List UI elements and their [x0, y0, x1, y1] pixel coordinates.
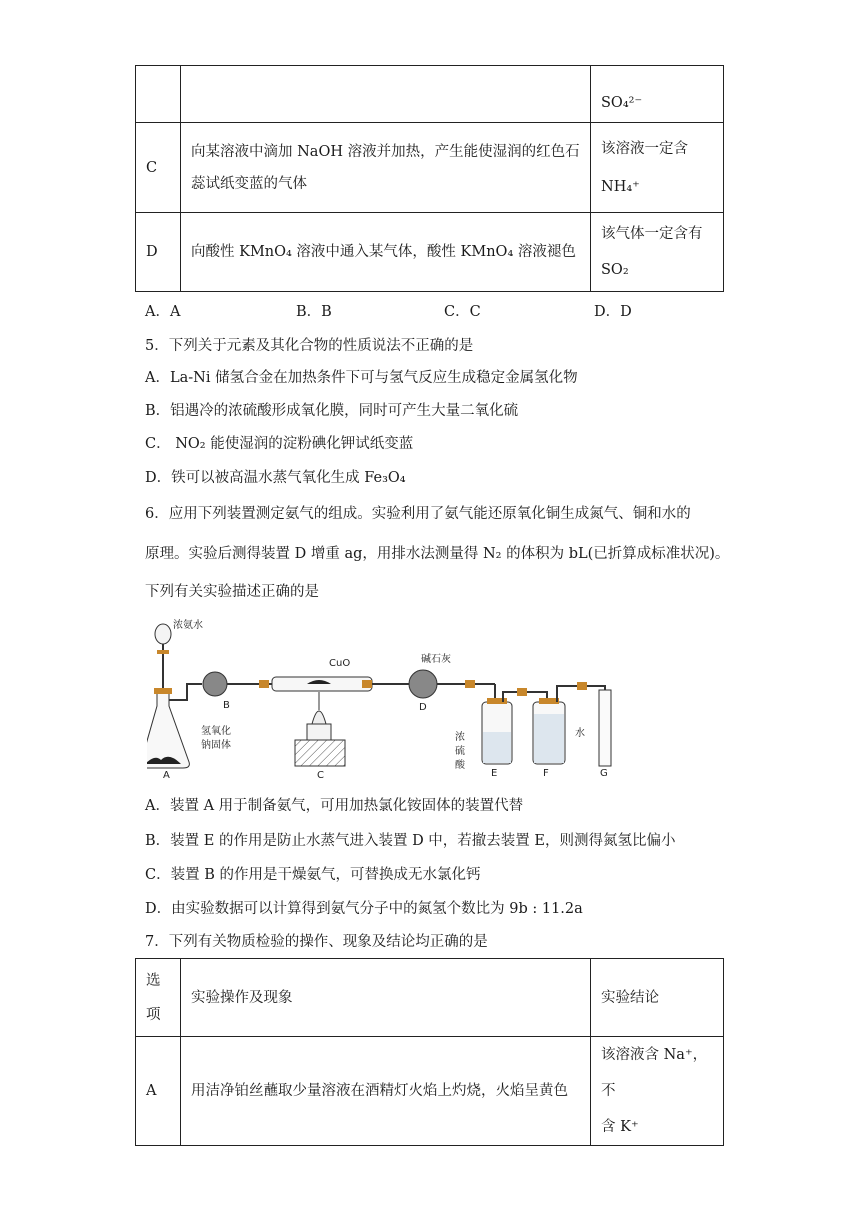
table-row — [136, 123, 724, 213]
funnel — [155, 624, 171, 694]
option-d[interactable]: D．D — [594, 304, 632, 320]
cell-line: 项 — [146, 1006, 161, 1023]
drying-tube-b — [203, 672, 227, 696]
table-q7 — [135, 958, 724, 1146]
label-acid-2: 硫 — [455, 746, 465, 757]
table-cell: A — [136, 1037, 181, 1146]
cell-line: 向某溶液中滴加 NaOH 溶液并加热，产生能使湿润的红色石 — [191, 143, 580, 160]
q6-option-b[interactable]: B．装置 E 的作用是防止水蒸气进入装置 D 中，若撤去装置 E，则测得氮氢比偏小 — [145, 833, 676, 849]
q6-option-d[interactable]: D．由实验数据可以计算得到氨气分子中的氮氢个数比为 9b : 11.2a — [145, 901, 583, 917]
label-a: A — [163, 770, 170, 780]
label-acid-1: 浓 — [455, 732, 465, 743]
q5-option-b[interactable]: B．铝遇冷的浓硫酸形成氧化膜，同时可产生大量二氧化硫 — [145, 403, 519, 419]
label-water: 水 — [575, 728, 585, 739]
cell-line: 该溶液含 Na⁺，不 — [601, 1047, 708, 1099]
apparatus-diagram — [147, 614, 617, 780]
q6-stem-line3: 下列有关实验描述正确的是 — [145, 584, 319, 600]
lamp — [307, 724, 331, 740]
drying-tube-d — [409, 670, 437, 698]
table-cell: 用洁净铂丝蘸取少量溶液在酒精灯火焰上灼烧，火焰呈黄色 — [181, 1037, 591, 1146]
cell-line: 该气体一定含有 — [601, 226, 703, 242]
q6-option-c[interactable]: C．装置 B 的作用是干燥氨气，可替换成无水氯化钙 — [145, 867, 481, 883]
cell-line: 该溶液一定含 — [601, 140, 688, 157]
q5-option-d[interactable]: D．铁可以被高温水蒸气氧化生成 Fe₃O₄ — [145, 470, 406, 486]
table-cell: D — [136, 213, 181, 292]
table-cell — [181, 66, 591, 123]
label-acid-3: 酸 — [455, 760, 465, 771]
flask-a — [147, 692, 189, 768]
q6-stem-line1: 6．应用下列装置测定氨气的组成。实验利用了氨气能还原氧化铜生成氮气、铜和水的 — [145, 506, 691, 522]
label-lime: 碱石灰 — [421, 654, 451, 665]
table-header-cell — [136, 959, 181, 1037]
label-e: E — [491, 768, 498, 779]
label-c: C — [317, 770, 324, 780]
cell-line: 蕊试纸变蓝的气体 — [191, 175, 307, 192]
q6-option-a[interactable]: A．装置 A 用于制备氨气，可用加热氯化铵固体的装置代替 — [145, 798, 524, 814]
option-c[interactable]: C．C — [444, 304, 481, 320]
table-cell — [181, 123, 591, 213]
table-q4 — [135, 65, 724, 292]
cell-line: SO₂ — [601, 262, 629, 278]
label-b: B — [223, 700, 230, 711]
table-cell — [591, 213, 724, 292]
label-naoh-1: 氢氧化 — [201, 726, 231, 737]
table-cell — [591, 1037, 724, 1146]
q5-option-a[interactable]: A．La-Ni 储氢合金在加热条件下可与氢气反应生成稳定金属氢化物 — [145, 370, 578, 386]
table-cell — [136, 66, 181, 123]
table-cell — [591, 123, 724, 213]
label-ammonia: 浓氨水 — [173, 620, 203, 631]
cell-line: 选 — [146, 972, 161, 989]
table-row — [136, 959, 724, 1037]
label-cuo: CuO — [329, 658, 351, 669]
table-header-cell: 实验操作及现象 — [181, 959, 591, 1037]
cylinder-g — [599, 690, 611, 766]
label-g: G — [600, 768, 608, 779]
label-d: D — [419, 702, 427, 713]
q5-stem: 5．下列关于元素及其化合物的性质说法不正确的是 — [145, 338, 474, 354]
option-a[interactable]: A．A — [145, 304, 181, 320]
q6-stem-line2: 原理。实验后测得装置 D 增重 ag，用排水法测量得 N₂ 的体积为 bL(已折算成标准状况)。 — [145, 546, 730, 562]
cell-line: 含 K⁺ — [601, 1119, 639, 1135]
table-header-cell: 实验结论 — [591, 959, 724, 1037]
table-cell: SO₄²⁻ — [591, 66, 724, 123]
table-row — [136, 213, 724, 292]
option-b[interactable]: B．B — [296, 304, 332, 320]
cell-line: NH₄⁺ — [601, 178, 640, 195]
table-row — [136, 66, 724, 123]
table-row — [136, 1037, 724, 1146]
label-naoh-2: 钠固体 — [201, 740, 231, 751]
stand — [295, 740, 345, 766]
table-cell: 向酸性 KMnO₄ 溶液中通入某气体，酸性 KMnO₄ 溶液褪色 — [181, 213, 591, 292]
q7-stem: 7．下列有关物质检验的操作、现象及结论均正确的是 — [145, 934, 488, 950]
label-f: F — [543, 768, 549, 779]
q5-option-c[interactable]: C． NO₂ 能使湿润的淀粉碘化钾试纸变蓝 — [145, 436, 414, 452]
table-cell: C — [136, 123, 181, 213]
